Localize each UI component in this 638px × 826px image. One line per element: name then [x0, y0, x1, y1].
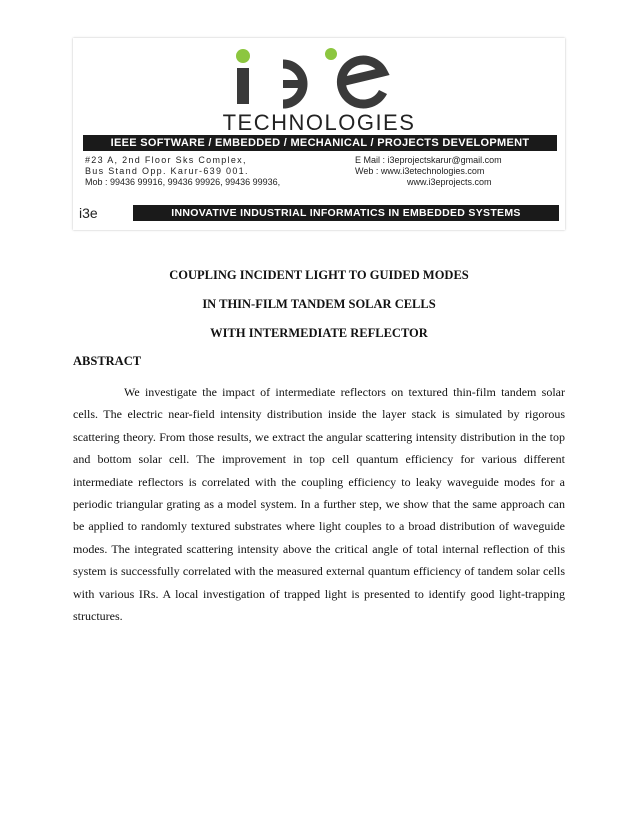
- web-line-2: www.i3eprojects.com: [407, 177, 492, 187]
- services-strip: IEEE SOFTWARE / EMBEDDED / MECHANICAL / PROJECTS DEVELOPMENT: [83, 135, 557, 151]
- contact-block: [355, 155, 502, 188]
- mini-logo: i3e: [79, 204, 133, 222]
- title-line-3: WITH INTERMEDIATE REFLECTOR: [210, 326, 428, 340]
- address-block: [85, 155, 280, 188]
- title-line-1: COUPLING INCIDENT LIGHT TO GUIDED MODES: [169, 268, 469, 282]
- address-line-1: #23 A, 2nd Floor Sks Complex,: [85, 155, 247, 165]
- logo-area: [73, 38, 565, 172]
- address-line-2: Bus Stand Opp. Karur-639 001.: [85, 166, 249, 176]
- title-line-2: IN THIN-FILM TANDEM SOLAR CELLS: [202, 297, 436, 311]
- web-line-1: Web : www.i3etechnologies.com: [355, 166, 485, 176]
- company-name: TECHNOLOGIES: [222, 110, 416, 135]
- tagline: INNOVATIVE INDUSTRIAL INFORMATICS IN EMBEDDED SYSTEMS: [133, 205, 559, 221]
- abstract-heading: ABSTRACT: [73, 354, 142, 368]
- email: E Mail : i3eprojectskarur@gmail.com: [355, 155, 502, 165]
- tagline-strip: [79, 204, 559, 222]
- mobile-numbers: Mob : 99436 99916, 99436 99926, 99436 99936,: [85, 177, 281, 187]
- abstract-body: We investigate the impact of intermediate reflectors on textured thin-film tandem solar cells. The electric near-field intensity distribution inside the layer stack is simulated by rigorous scattering theory. From those results, we extract the angular scattering intensity distribution in the top and bottom solar cell. The improvement in top cell quantum efficiency for various different intermediate reflectors is correlated with the coupling efficiency to leaky waveguide modes for a periodic triangular grating as a model system. In a further step, we show that the same approach can be applied to randomly textured substrates where light couples to a broad distribution of waveguide modes. The integrated scattering intensity above the critical angle of total internal reflection of this system is successfully correlated with the measured external quantum efficiency of tandem solar cells with various IRs. A local investigation of trapped light is presented to identify good light-trapping structures.: [73, 385, 565, 624]
- company-banner: [73, 38, 565, 230]
- i3e-logo-icon: [223, 44, 413, 112]
